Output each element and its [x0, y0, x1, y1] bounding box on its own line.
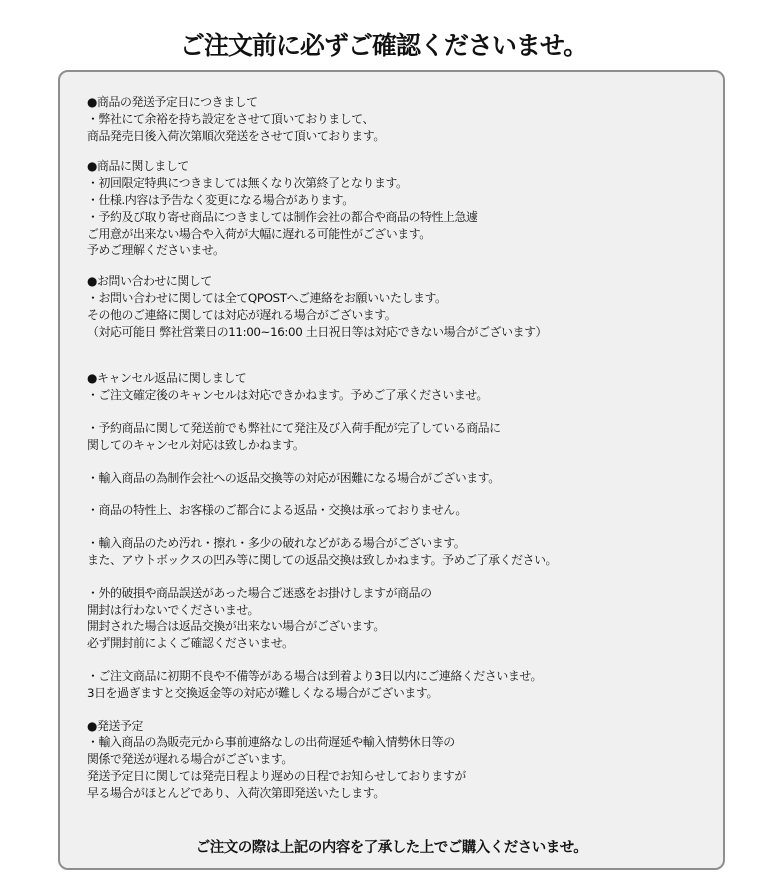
- text-line: ・ご注文確定後のキャンセルは対応できかねます。予めご了承くださいませ。: [87, 388, 488, 403]
- text-line: 商品発売日後入荷次第順次発送をさせて頂いております。: [87, 128, 385, 143]
- section-shipping-plan: [87, 718, 721, 802]
- spacer: [87, 519, 721, 535]
- paragraph: [87, 535, 721, 569]
- spacer: [87, 702, 721, 718]
- section-inquiries: [87, 273, 721, 340]
- spacer: [87, 652, 721, 668]
- text-line: ・仕様.内容は予告なく変更になる場合があります。: [87, 192, 354, 207]
- text-line: ご用意が出来ない場合や入荷が大幅に遅れる可能性がございます。: [87, 226, 431, 241]
- text-line: ・初回限定特典につきましては無くなり次第終了となります。: [87, 176, 408, 191]
- section-heading: ●商品の発送予定日につきまして: [87, 95, 258, 109]
- text-line: その他のご連絡に関しては対応が遅れる場合がございます。: [87, 307, 397, 322]
- paragraph: [87, 420, 721, 454]
- text-line: 開封は行わないでくださいませ。: [87, 602, 260, 617]
- text-line: ・お問い合わせに関しては全てQPOSTへご連絡をお願いいたします。: [87, 290, 447, 305]
- notice-content: [87, 94, 721, 802]
- section-shipping-schedule: [87, 94, 721, 144]
- spacer: [87, 404, 721, 420]
- text-line: 開封された場合は返品交換が出来ない場合がございます。: [87, 619, 385, 634]
- text-line: ・予約商品に関して発送前でも弊社にて発注及び入荷手配が完了している商品に: [87, 420, 501, 435]
- text-line: ・輸入商品の為制作会社への返品交換等の対応が困難になる場合がございます。: [87, 470, 500, 485]
- text-line: ・外的破損や商品誤送があった場合ご迷惑をお掛けしますが商品の: [87, 585, 432, 600]
- page-title: ご注文前に必ずご確認くださいませ。: [179, 31, 588, 60]
- text-line: 関係で発送が遅れる場合がございます。: [87, 752, 293, 767]
- section-heading: ●商品に関しまして: [87, 159, 189, 174]
- text-line: 早る場合がほとんどであり、入荷次第即発送いたします。: [87, 785, 385, 800]
- spacer: [87, 486, 721, 502]
- text-line: 予めご理解くださいませ。: [87, 243, 225, 258]
- paragraph: [87, 668, 721, 702]
- paragraph: [87, 175, 721, 259]
- footer-note: ご注文の際は上記の内容を了承した上でご購入くださいませ。: [195, 840, 588, 856]
- spacer: [87, 569, 721, 585]
- text-line: 必ず開封前によくご確認くださいませ。: [87, 636, 294, 651]
- notice-panel: [58, 70, 725, 870]
- paragraph: [87, 470, 721, 487]
- paragraph: [87, 502, 721, 519]
- section-heading: ●発送予定: [87, 718, 143, 733]
- text-line: 関してのキャンセル対応は致しかねます。: [87, 437, 305, 452]
- spacer: [87, 454, 721, 470]
- text-line: また、アウトボックスの凹み等に関しての返品交換は致しかねます。予めご了承ください。: [87, 552, 558, 567]
- text-line: ・ご注文商品に初期不良や不備等がある場合は到着より3日以内にご連絡くださいませ。: [87, 668, 542, 683]
- spacer: [87, 259, 721, 273]
- paragraph: [87, 585, 721, 652]
- text-line: 発送予定日に関しては発売日程より遅めの日程でお知らせしておりますが: [87, 768, 466, 783]
- section-cancellation-returns: [87, 370, 721, 701]
- spacer: [87, 144, 721, 158]
- text-line: ・輸入商品のため汚れ・擦れ・多少の破れなどがある場合がございます。: [87, 536, 466, 551]
- section-heading: ●お問い合わせに関して: [87, 274, 212, 289]
- paragraph: [87, 290, 721, 340]
- paragraph: [87, 387, 721, 404]
- paragraph: [87, 734, 721, 801]
- paragraph: [87, 111, 721, 145]
- spacer: [87, 340, 721, 370]
- text-line: （対応可能日 弊社営業日の11:00~16:00 土日祝日等は対応できない場合がございます）: [87, 324, 548, 339]
- text-line: ・輸入商品の為販売元から事前連絡なしの出荷遅延や輸入情勢休日等の: [87, 735, 455, 750]
- section-product-info: [87, 158, 721, 259]
- text-line: ・予約及び取り寄せ商品につきましては制作会社の都合や商品の特性上急遽: [87, 209, 478, 224]
- text-line: 3日を過ぎますと交換返金等の対応が難しくなる場合がございます。: [87, 685, 438, 700]
- text-line: ・商品の特性上、お客様のご都合による返品・交換は承っておりません。: [87, 503, 467, 518]
- text-line: ・弊社にて余裕を持ち設定をさせて頂いておりまして、: [87, 111, 375, 126]
- section-heading: ●キャンセル返品に関しまして: [87, 371, 247, 386]
